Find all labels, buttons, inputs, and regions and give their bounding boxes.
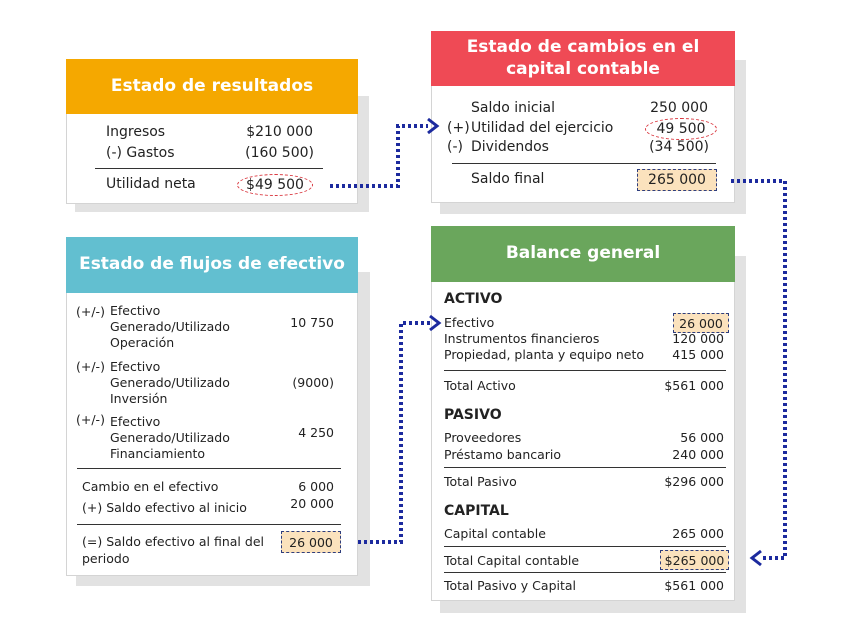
total-activo-label: Total Activo <box>444 378 516 393</box>
propiedad-value: 415 000 <box>672 347 724 362</box>
flujo-operacion-line2: Generado/Utilizado <box>110 319 230 334</box>
dividendos-value: (34 500) <box>649 139 709 155</box>
arrowhead-balance-efectivo-icon <box>430 316 439 330</box>
flujo-operacion-value: 10 750 <box>290 315 334 330</box>
flujo-inversion-line3: Inversión <box>110 391 168 406</box>
proveedores-value: 56 000 <box>680 430 724 445</box>
balance-title: Balance general <box>505 243 661 264</box>
instrumentos-label: Instrumentos financieros <box>444 331 600 346</box>
cambios-title-line1: Estado de cambios en el <box>466 37 700 58</box>
saldo-final-label: Saldo final <box>471 171 545 187</box>
utilidad-sign: (+) <box>447 120 470 136</box>
pasivo-heading: PASIVO <box>444 407 502 423</box>
arrowhead-cambios-icon <box>428 119 437 133</box>
flujos-title: Estado de flujos de efectivo <box>79 254 345 275</box>
flujo-operacion-sign: (+/-) <box>76 304 105 319</box>
capital-contable-label: Capital contable <box>444 526 546 541</box>
flujo-operacion-line3: Operación <box>110 335 175 350</box>
flujo-inversion-line1: Efectivo <box>110 359 161 374</box>
efectivo-value: 26 000 <box>673 313 729 333</box>
total-pasivo-capital-value: $561 000 <box>664 578 724 593</box>
saldo-final-efectivo-line2: periodo <box>82 551 130 566</box>
saldo-final-efectivo-value: 26 000 <box>281 531 341 553</box>
total-activo-value: $561 000 <box>664 378 724 393</box>
propiedad-label: Propiedad, planta y equipo neto <box>444 347 645 362</box>
total-capital-label: Total Capital contable <box>444 553 580 568</box>
flujo-inversion-sign: (+/-) <box>76 359 105 374</box>
dividendos-label: Dividendos <box>471 139 549 155</box>
cambio-efectivo-label: Cambio en el efectivo <box>82 479 219 494</box>
flujo-financiamiento-sign: (+/-) <box>76 412 105 427</box>
saldo-inicio-value: 20 000 <box>290 496 334 511</box>
total-capital-value: $265 000 <box>660 550 729 570</box>
arrow-cambios-to-balance <box>731 181 785 558</box>
utilidad-ejercicio-value: 49 500 <box>645 118 717 140</box>
utilidad-ejercicio-label: Utilidad del ejercicio <box>471 120 614 136</box>
flujo-inversion-line2: Generado/Utilizado <box>110 375 230 390</box>
efectivo-label: Efectivo <box>444 315 495 330</box>
flujo-operacion-line1: Efectivo <box>110 303 161 318</box>
capital-contable-value: 265 000 <box>672 526 724 541</box>
prestamo-value: 240 000 <box>672 447 724 462</box>
saldo-final-value: 265 000 <box>637 169 717 191</box>
resultados-title: Estado de resultados <box>110 75 314 96</box>
gastos-value: (160 500) <box>245 145 314 161</box>
utilidad-neta-value: $49 500 <box>237 174 313 196</box>
flujo-inversion-value: (9000) <box>292 375 334 390</box>
flujo-financiamiento-value: 4 250 <box>298 425 334 440</box>
capital-heading: CAPITAL <box>444 503 509 519</box>
utilidad-neta-label: Utilidad neta <box>106 176 196 192</box>
prestamo-label: Préstamo bancario <box>444 447 562 462</box>
gastos-label: (-) Gastos <box>106 145 175 161</box>
saldo-final-efectivo-line1: (=) Saldo efectivo al final del <box>82 534 264 549</box>
cambio-efectivo-value: 6 000 <box>298 479 334 494</box>
flujo-financiamiento-line1: Efectivo <box>110 414 161 429</box>
saldo-inicio-label: (+) Saldo efectivo al inicio <box>82 500 247 515</box>
ingresos-value: $210 000 <box>246 124 313 140</box>
activo-heading: ACTIVO <box>444 291 503 307</box>
dividendos-sign: (-) <box>447 139 463 155</box>
total-pasivo-value: $296 000 <box>664 474 724 489</box>
flujo-financiamiento-line2: Generado/Utilizado <box>110 430 230 445</box>
total-pasivo-capital-label: Total Pasivo y Capital <box>444 578 577 593</box>
ingresos-label: Ingresos <box>106 124 166 140</box>
arrowhead-balance-capital-icon <box>752 551 761 565</box>
proveedores-label: Proveedores <box>444 430 522 445</box>
total-pasivo-label: Total Pasivo <box>444 474 517 489</box>
flujo-financiamiento-line3: Financiamiento <box>110 446 206 461</box>
arrow-resultados-to-cambios <box>330 126 428 186</box>
arrow-flujos-to-balance <box>358 323 430 542</box>
saldo-inicial-label: Saldo inicial <box>471 100 555 116</box>
instrumentos-value: 120 000 <box>672 331 724 346</box>
cambios-title-line2: capital contable <box>506 58 660 79</box>
saldo-inicial-value: 250 000 <box>650 100 708 116</box>
